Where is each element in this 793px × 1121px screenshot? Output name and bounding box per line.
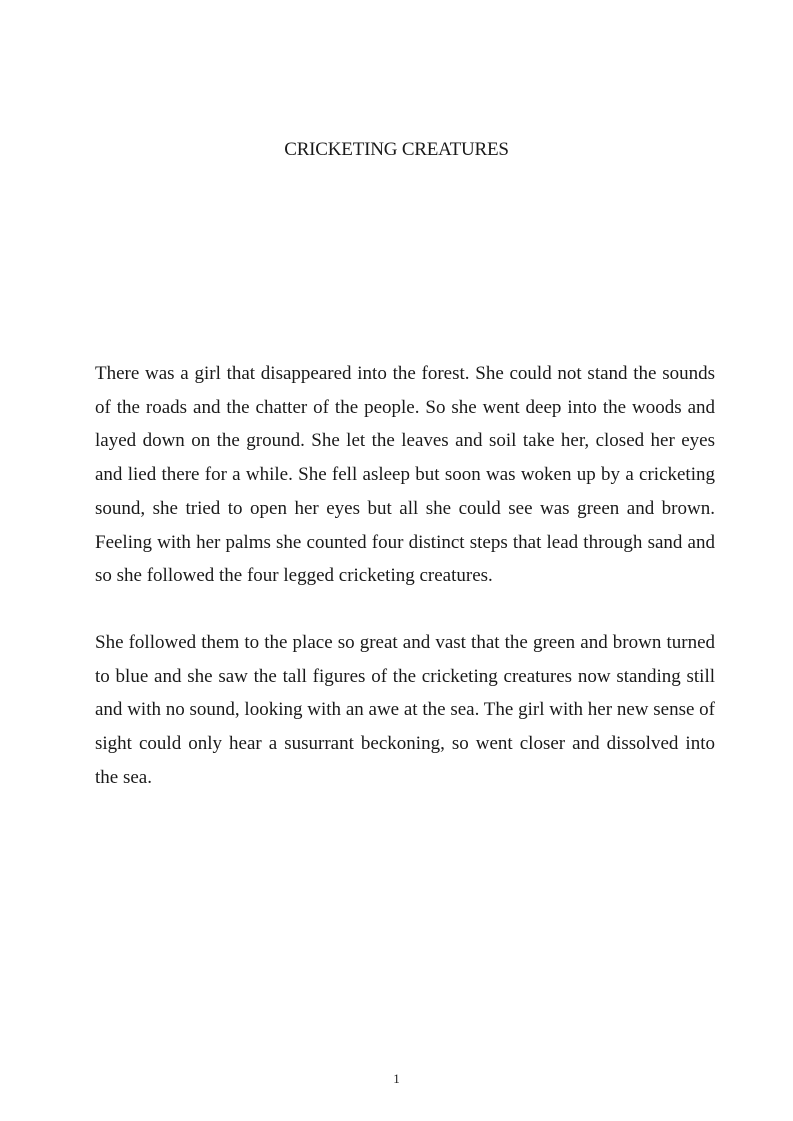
document-body — [95, 357, 715, 827]
document-title: CRICKETING CREATURES — [284, 139, 509, 160]
paragraph: There was a girl that disappeared into the forest. She could not stand the sounds of the roads and the chatter of the people. So she went deep into the woods and layed down on the ground. She let the leaves and soil take her, closed her eyes and lied there for a while. She fell asleep but soon was woken up by a cricketing sound, she tried to open her eyes but all she could see was green and brown. Feeling with her palms she counted four distinct steps that lead through sand and so she followed the four legged cricketing creatures. — [95, 363, 715, 587]
paragraph: She followed them to the place so great and vast that the green and brown turned to blue and she saw the tall figures of the cricketing creatures now standing still and with no sound, looking with an awe at the sea. The girl with her new sense of sight could only hear a susurrant beckoning, so went closer and dissolved into the sea. — [95, 631, 715, 788]
page-number: 1 — [393, 1071, 400, 1086]
